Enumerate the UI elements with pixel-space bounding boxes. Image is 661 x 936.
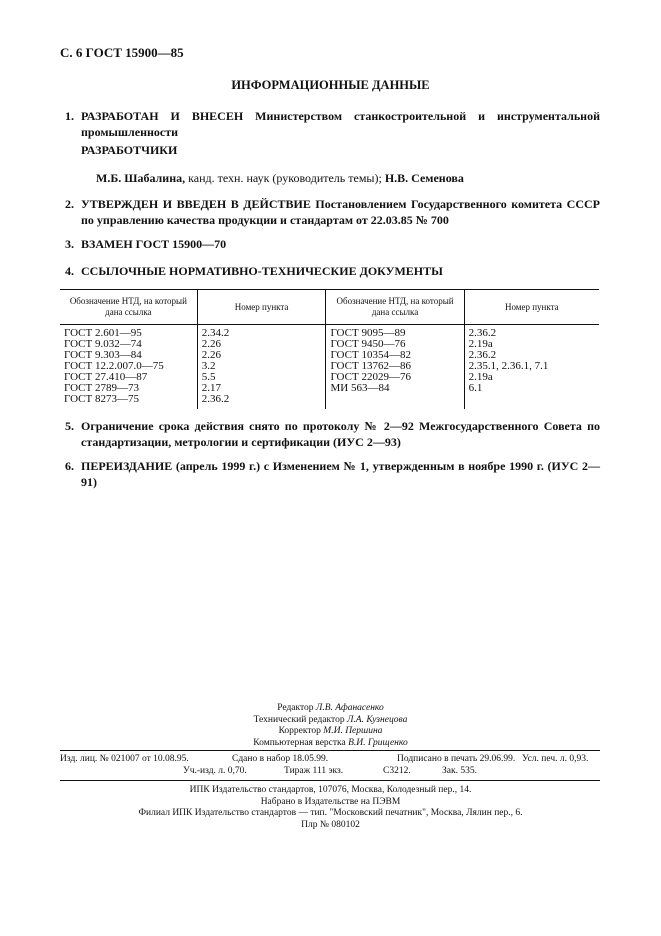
typeset-note: Набрано в Издательстве на ПЭВМ [260, 796, 401, 807]
credit-name: М.И. Першина [323, 726, 383, 736]
item-validity [65, 418, 600, 450]
item-number: 3.2 [201, 360, 216, 372]
developer-role: канд. техн. наук (руководитель темы); [188, 171, 382, 185]
item-references [65, 263, 600, 279]
references-table [60, 289, 599, 409]
item-reissue [65, 458, 600, 490]
item-text: ССЫЛОЧНЫЕ НОРМАТИВНО-ТЕХНИЧЕСКИЕ ДОКУМЕНТЫ [81, 264, 443, 278]
section-title: ИНФОРМАЦИОННЫЕ ДАННЫЕ [231, 78, 430, 92]
item-number: 2.35.1, 2.36.1, 7.1 [468, 360, 549, 372]
print-date-text: Подписано в печать 29.06.99. [397, 754, 516, 764]
doc-designation: ГОСТ 27.410—87 [64, 371, 148, 383]
developers-heading: РАЗРАБОТЧИКИ [81, 143, 178, 157]
item-number: 1. [65, 109, 74, 123]
left-items-cell [197, 325, 326, 410]
item-number: 2.36.2 [468, 327, 497, 339]
credit-label: Корректор [278, 726, 321, 736]
developers-list [96, 171, 464, 186]
item-number: 2.17 [201, 382, 221, 394]
item-text: Министерством станкостроительной и инструментальной промышленности [81, 109, 601, 139]
item-text: ВЗАМЕН ГОСТ 15900—70 [81, 237, 227, 251]
set-date-text: Сдано в набор 18.05.99. [232, 754, 329, 764]
item-number: 2.19а [468, 371, 493, 383]
item-number: 2.36.2 [468, 349, 497, 361]
item-number: 5.5 [201, 371, 216, 383]
item-developed [65, 108, 600, 140]
credit-label: Компьютерная верстка [253, 737, 346, 748]
item-heading: УТВЕРЖДЕН И ВВЕДЕН В ДЕЙСТВИЕ [81, 197, 311, 211]
credit-label: Редактор [277, 703, 314, 713]
table-row [60, 325, 599, 410]
column-header: Обозначение НТД, на который дана ссылка [60, 290, 197, 325]
print-run-text: Тираж 111 экз. [284, 766, 344, 776]
pub-sheets-text: Уч.-изд. л. 0,70. [183, 766, 247, 776]
item-approved [65, 196, 600, 228]
doc-designation: МИ 563—84 [330, 382, 390, 394]
credit-tech-editor [0, 715, 661, 727]
item-number: 2.26 [201, 338, 221, 350]
divider [60, 750, 600, 751]
item-number: 6. [65, 459, 74, 473]
publisher-address: ИПК Издательство стандартов, 107076, Москва, Колодезный пер., 14. [189, 785, 472, 795]
item-number: 2.34.2 [201, 327, 230, 339]
doc-designation: ГОСТ 10354—82 [330, 349, 411, 361]
item-number: 2.36.2 [201, 393, 230, 405]
publisher-footer [0, 785, 661, 831]
doc-designation: ГОСТ 9.032—74 [64, 338, 142, 350]
item-text: ПЕРЕИЗДАНИЕ (апрель 1999 г.) с Изменением № 1, утвержденным в ноябре 1990 г. (ИУС 2—91) [81, 459, 600, 489]
doc-designation: ГОСТ 9095—89 [330, 327, 406, 339]
column-header: Обозначение НТД, на который дана ссылка [326, 290, 464, 325]
doc-designation: ГОСТ 8273—75 [64, 393, 139, 405]
printer-address: Филиал ИПК Издательство стандартов — тип. "Московский печатник", Москва, Лялин пер., 6. [138, 808, 523, 818]
column-header: Номер пункта [197, 290, 326, 325]
item-replaces [65, 236, 600, 252]
credit-name: Л.В. Афанасенко [315, 703, 384, 713]
item-number: 3. [65, 237, 74, 251]
developer-name: Н.В. Семенова [384, 171, 464, 185]
item-number: 5. [65, 419, 74, 433]
doc-designation: ГОСТ 9.303—84 [64, 349, 142, 361]
right-items-cell [464, 325, 599, 410]
column-header: Номер пункта [464, 290, 599, 325]
doc-designation: ГОСТ 13762—86 [330, 360, 411, 372]
item-number: 4. [65, 264, 74, 278]
item-heading: РАЗРАБОТАН И ВНЕСЕН [81, 109, 244, 123]
page-header: С. 6 ГОСТ 15900—85 [60, 45, 184, 60]
doc-designation: ГОСТ 2789—73 [64, 382, 139, 394]
print-sheets-text: Усл. печ. л. 0,93. [522, 754, 589, 764]
item-number: 2.26 [201, 349, 221, 361]
order-text: Зак. 535. [442, 766, 477, 776]
credit-editor [0, 703, 661, 715]
editorial-credits [0, 703, 661, 749]
code-text: С3212. [383, 766, 411, 776]
doc-designation: ГОСТ 22029—76 [330, 371, 411, 383]
developer-name: М.Б. Шабалина, [96, 171, 186, 185]
item-number: 2.19а [468, 338, 493, 350]
license-number: Плр № 080102 [301, 819, 360, 830]
left-docs-cell [60, 325, 197, 410]
right-docs-cell [326, 325, 464, 410]
divider [60, 780, 600, 781]
credit-label: Технический редактор [253, 714, 345, 725]
doc-designation: ГОСТ 2.601—95 [64, 327, 142, 339]
credit-proofreader [0, 726, 661, 738]
credit-name: Л.А. Кузнецова [346, 714, 408, 725]
item-number: 6.1 [468, 382, 483, 394]
credit-layout [0, 738, 661, 750]
item-text: Постановлением Государственного комитета СССР по управлению качества продукции и стандартам от 22.03.85 № 700 [81, 197, 600, 227]
license-text: Изд. лиц. № 021007 от 10.08.95. [60, 754, 189, 764]
item-number: 2. [65, 197, 74, 211]
doc-designation: ГОСТ 12.2.007.0—75 [64, 360, 164, 372]
credit-name: В.И. Грищенко [348, 737, 408, 748]
item-text: Ограничение срока действия снято по протоколу № 2—92 Межгосударственного Совета по стандартизации, метрологии и сертификации (ИУС 2—93) [81, 419, 600, 449]
doc-designation: ГОСТ 9450—76 [330, 338, 406, 350]
